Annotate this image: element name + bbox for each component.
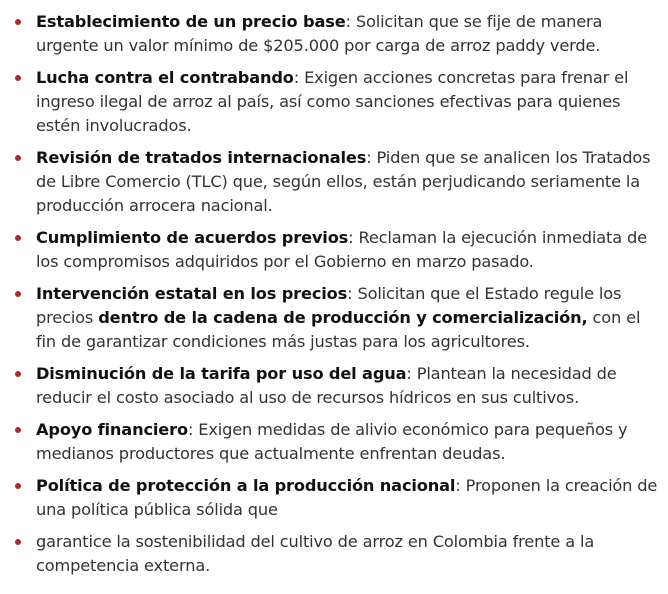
item-text: : Reclaman la ejecución inmediata de los compromisos adquiridos por el Gobierno en marzo pasado.	[36, 228, 647, 271]
list-item-sostenibilidad	[36, 530, 660, 578]
list-item-intervencion	[36, 282, 660, 354]
item-text: garantice la sostenibilidad del cultivo de arroz en Colombia frente a la competencia externa.	[36, 532, 595, 575]
list-item-contrabando	[36, 66, 660, 138]
item-text: : Exigen acciones concretas para frenar el ingreso ilegal de arroz al país, así como sanciones efectivas para quienes estén involucrados.	[36, 68, 629, 135]
item-text: : Solicitan que el Estado regule los precios	[36, 284, 622, 327]
list-item-apoyo-financiero	[36, 418, 660, 466]
item-term: Apoyo financiero	[36, 420, 188, 439]
item-term: Lucha contra el contrabando	[36, 68, 294, 87]
list-item-tarifa-agua	[36, 362, 660, 410]
item-text: : Piden que se analicen los Tratados de Libre Comercio (TLC) que, según ellos, están perjudicando seriamente la producción arrocera nacional.	[36, 148, 651, 215]
item-text: : Plantean la necesidad de reducir el costo asociado al uso de recursos hídricos en sus cultivos.	[36, 364, 617, 407]
item-text: : Solicitan que se fije de manera urgente un valor mínimo de $205.000 por carga de arroz paddy verde.	[36, 12, 603, 55]
item-term: Establecimiento de un precio base	[36, 12, 346, 31]
list-item-acuerdos	[36, 226, 660, 274]
item-text: : Proponen la creación de una política pública sólida que	[36, 476, 658, 519]
item-term-secondary: dentro de la cadena de producción y comercialización,	[98, 308, 588, 327]
item-term: Disminución de la tarifa por uso del agua	[36, 364, 407, 383]
item-text-secondary: con el fin de garantizar condiciones más justas para los agricultores.	[36, 308, 641, 351]
item-term: Revisión de tratados internacionales	[36, 148, 367, 167]
item-term: Intervención estatal en los precios	[36, 284, 348, 303]
item-term: Política de protección a la producción nacional	[36, 476, 456, 495]
list-item-politica-proteccion	[36, 474, 660, 522]
list-item-precio-base	[36, 10, 660, 58]
item-text: : Exigen medidas de alivio económico para pequeños y medianos productores que actualmente enfrentan deudas.	[36, 420, 628, 463]
item-term: Cumplimiento de acuerdos previos	[36, 228, 349, 247]
list-item-tratados	[36, 146, 660, 218]
